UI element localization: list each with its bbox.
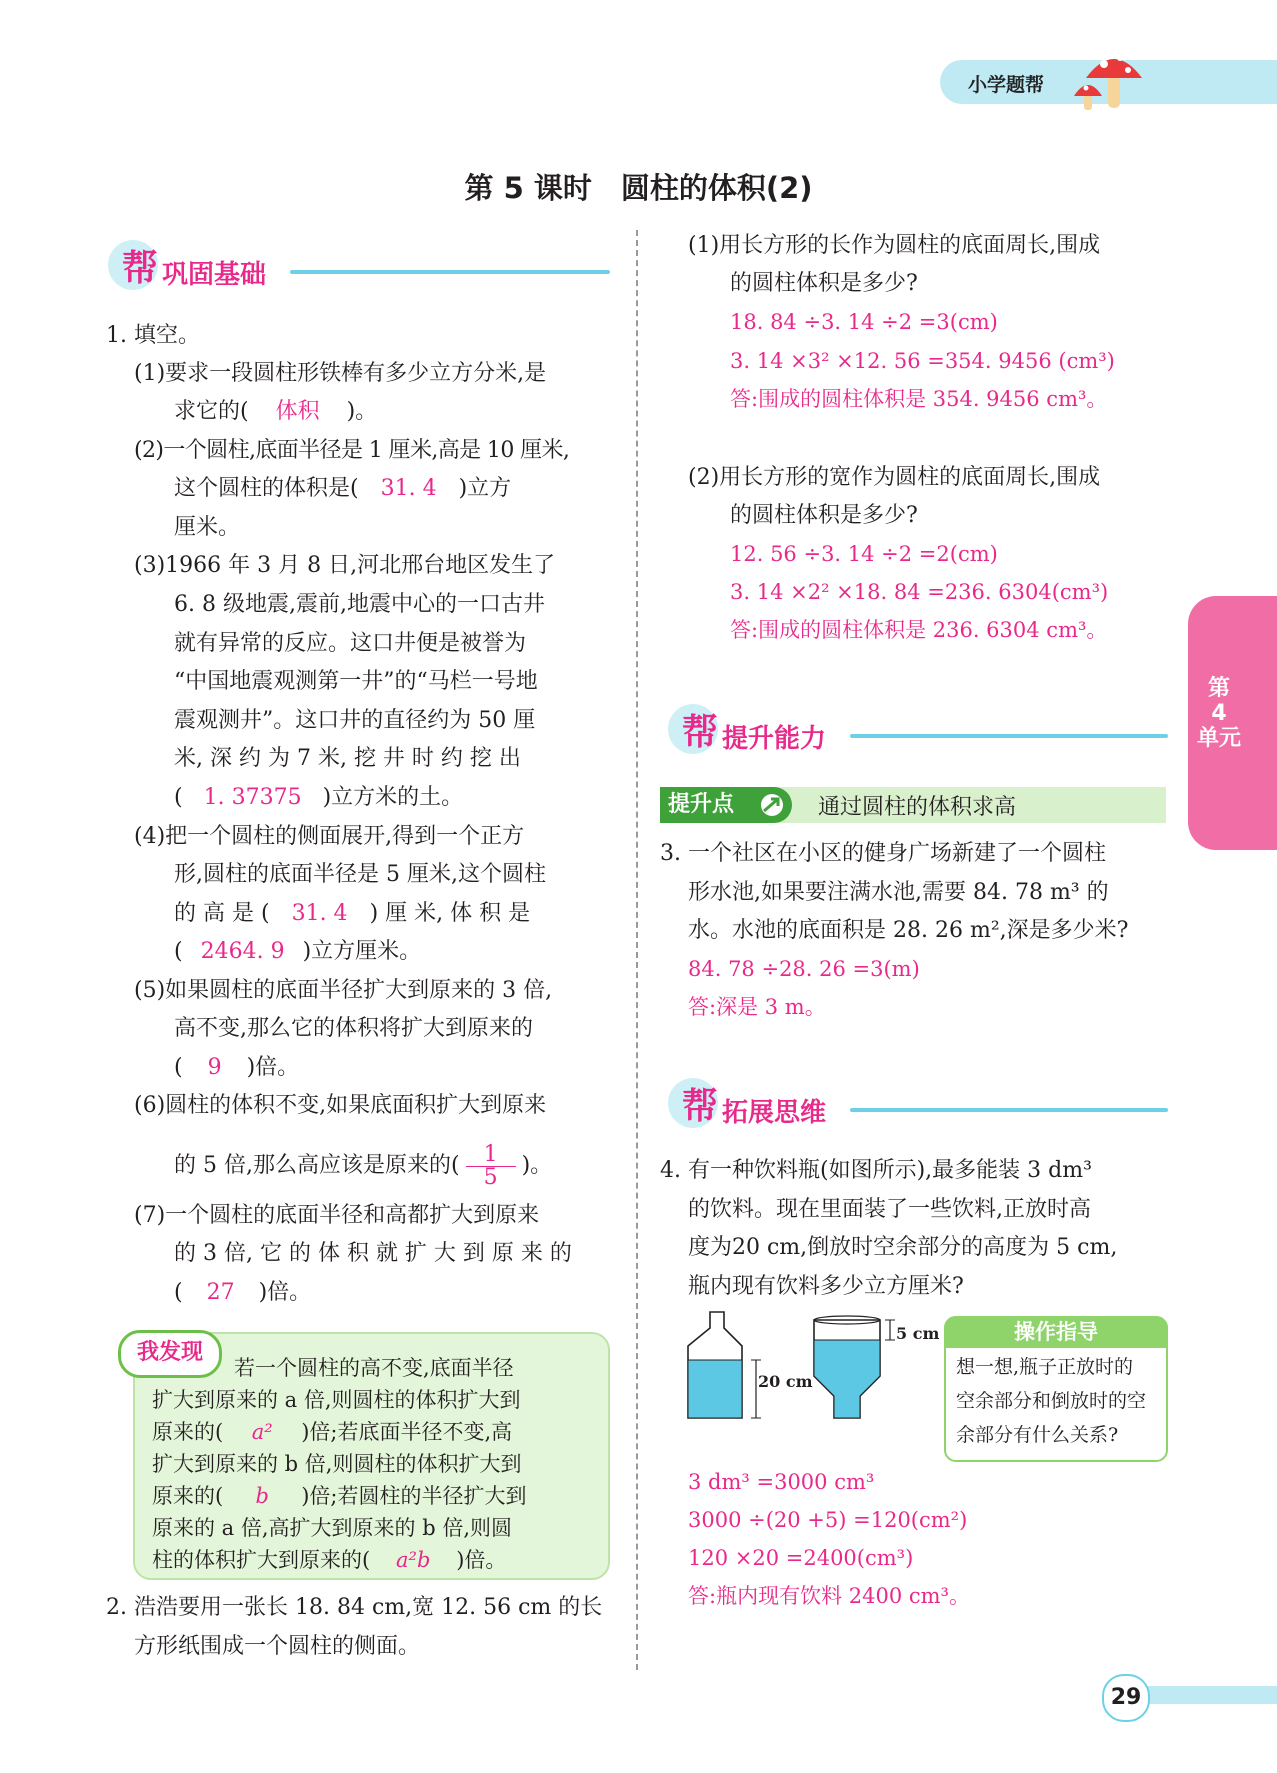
- mushroom-icon: [1074, 40, 1146, 112]
- q1-p5-l2: 高不变,那么它的体积将扩大到原来的: [174, 1016, 533, 1041]
- q2-s2-l2: 的圆柱体积是多少?: [730, 503, 918, 528]
- section-bang: 帮: [682, 1086, 719, 1127]
- answer-fraction: $\frac{1}{5}$: [466, 1144, 516, 1189]
- guide-l1: 想一想,瓶子正放时的: [956, 1356, 1134, 1378]
- q2-s2-a2: 3. 14 ×2² ×18. 84 =236. 6304(cm³): [730, 580, 1109, 604]
- q1-p3-l3: 就有异常的反应。这口井便是被誉为: [174, 631, 527, 656]
- page-title: 第 5 课时 圆柱的体积(2): [464, 171, 813, 205]
- q2-s1-a3: 答:围成的圆柱体积是 354. 9456 cm³。: [730, 387, 1108, 411]
- guide-l2: 空余部分和倒放时的空: [956, 1390, 1147, 1412]
- column-divider: [636, 230, 638, 1670]
- q1-p4-l1: (4)把一个圆柱的侧面展开,得到一个正方: [134, 824, 525, 849]
- answer: 31. 4: [380, 476, 437, 501]
- q2-s1-a2: 3. 14 ×3² ×12. 56 =354. 9456 (cm³): [730, 349, 1115, 373]
- guide-title: 操作指导: [944, 1316, 1168, 1348]
- q1-p2-l1: (2)一个圆柱,底面半径是 1 厘米,高是 10 厘米,: [134, 438, 570, 463]
- q1-intro: 1. 填空。: [106, 323, 200, 348]
- section-bang: 帮: [122, 248, 159, 289]
- disc-l6: 原来的 a 倍,高扩大到原来的 b 倍,则圆: [152, 1516, 513, 1540]
- q3-l3: 水。水池的底面积是 28. 26 m²,深是多少米?: [688, 918, 1129, 943]
- section-title-consolidate: 巩固基础: [162, 260, 267, 290]
- q1-p7-l1: (7)一个圆柱的底面半径和高都扩大到原来: [134, 1203, 540, 1228]
- disc-l3: 原来的( a² )倍;若底面半径不变,高: [152, 1420, 513, 1444]
- disc-l7: 柱的体积扩大到原来的( a²b )倍。: [152, 1548, 507, 1572]
- q1-p3-l1: (3)1966 年 3 月 8 日,河北邢台地区发生了: [134, 553, 556, 578]
- section-title-expand: 拓展思维: [722, 1098, 827, 1128]
- guide-l3: 余部分有什么关系?: [956, 1424, 1119, 1446]
- q4-l3: 度为20 cm,倒放时空余部分的高度为 5 cm,: [688, 1235, 1118, 1260]
- section-bang: 帮: [682, 712, 719, 753]
- answer: 1. 37375: [203, 785, 302, 810]
- unit-tab-label: 第 4 单元: [1196, 676, 1241, 751]
- q1-p3-l7: ( 1. 37375 )立方米的土。: [174, 785, 464, 810]
- q1-p5-l3: ( 9 )倍。: [174, 1055, 300, 1080]
- answer: 31. 4: [291, 901, 348, 926]
- improve-point-tag: 提升点: [660, 787, 792, 823]
- section-rule: [850, 1108, 1168, 1112]
- q1-p6-l1: (6)圆柱的体积不变,如果底面积扩大到原来: [134, 1093, 547, 1118]
- section-rule: [290, 270, 610, 274]
- q3-a1: 84. 78 ÷28. 26 =3(m): [688, 957, 920, 981]
- q1-p7-l2: 的 3 倍, 它 的 体 积 就 扩 大 到 原 来 的: [174, 1241, 572, 1266]
- q4-l2: 的饮料。现在里面装了一些饮料,正放时高: [688, 1197, 1091, 1222]
- section-title-improve: 提升能力: [722, 724, 827, 754]
- label-20cm: 20 cm: [758, 1372, 813, 1391]
- q3-l1: 3. 一个社区在小区的健身广场新建了一个圆柱: [660, 841, 1106, 866]
- q2-l2: 方形纸围成一个圆柱的侧面。: [134, 1634, 421, 1659]
- disc-l1: 若一个圆柱的高不变,底面半径: [234, 1356, 514, 1380]
- q1-p3-l5: 震观测井”。这口井的直径约为 50 厘: [174, 708, 536, 733]
- improve-point-text: 通过圆柱的体积求高: [818, 795, 1017, 820]
- q1-p2-l2: 这个圆柱的体积是( 31. 4 )立方: [174, 476, 512, 501]
- q4-a4: 答:瓶内现有饮料 2400 cm³。: [688, 1584, 970, 1608]
- q3-l2: 形水池,如果要注满水池,需要 84. 78 m³ 的: [688, 880, 1109, 905]
- brand-name: 小学题帮: [968, 74, 1045, 96]
- q1-p1-l1: (1)要求一段圆柱形铁棒有多少立方分米,是: [134, 361, 547, 386]
- q2-s2-a3: 答:围成的圆柱体积是 236. 6304 cm³。: [730, 618, 1108, 642]
- q2-l1: 2. 浩浩要用一张长 18. 84 cm,宽 12. 56 cm 的长: [106, 1595, 603, 1620]
- q2-s2-a1: 12. 56 ÷3. 14 ÷2 =2(cm): [730, 542, 998, 566]
- q2-s1-a1: 18. 84 ÷3. 14 ÷2 =3(cm): [730, 310, 998, 334]
- q2-s1-l1: (1)用长方形的长作为圆柱的底面周长,围成: [688, 233, 1101, 258]
- answer: 2464. 9: [200, 939, 285, 964]
- disc-l4: 扩大到原来的 b 倍,则圆柱的体积扩大到: [152, 1452, 522, 1476]
- q4-a3: 120 ×20 =2400(cm³): [688, 1546, 914, 1570]
- q1-p4-l4: ( 2464. 9 )立方厘米。: [174, 939, 422, 964]
- arrow-icon: [758, 792, 788, 818]
- answer: a²: [251, 1420, 273, 1444]
- q4-l4: 瓶内现有饮料多少立方厘米?: [688, 1274, 964, 1299]
- q1-p4-l2: 形,圆柱的底面半径是 5 厘米,这个圆柱: [174, 862, 546, 887]
- q3-a2: 答:深是 3 m。: [688, 995, 826, 1019]
- q1-p4-l3: 的 高 是 ( 31. 4 ) 厘 米, 体 积 是: [174, 901, 531, 926]
- q4-l1: 4. 有一种饮料瓶(如图所示),最多能装 3 dm³: [660, 1158, 1092, 1183]
- answer: b: [255, 1484, 269, 1508]
- answer: 9: [207, 1055, 222, 1080]
- q2-s1-l2: 的圆柱体积是多少?: [730, 271, 918, 296]
- discovery-tag: 我发现: [118, 1330, 222, 1378]
- disc-l2: 扩大到原来的 a 倍,则圆柱的体积扩大到: [152, 1388, 521, 1412]
- label-5cm: 5 cm: [896, 1324, 940, 1343]
- answer: a²b: [396, 1548, 431, 1572]
- q1-p5-l1: (5)如果圆柱的底面半径扩大到原来的 3 倍,: [134, 978, 553, 1003]
- q1-p2-l3: 厘米。: [174, 515, 241, 540]
- answer: 27: [206, 1280, 235, 1305]
- q1-p3-l2: 6. 8 级地震,震前,地震中心的一口古井: [174, 592, 545, 617]
- q1-p3-l6: 米, 深 约 为 7 米, 挖 井 时 约 挖 出: [174, 746, 521, 771]
- q1-p1-l2: 求它的( 体积 )。: [174, 399, 378, 424]
- answer: 体积: [275, 399, 320, 424]
- page-number: 29: [1102, 1674, 1150, 1722]
- q1-p7-l3: ( 27 )倍。: [174, 1280, 312, 1305]
- q4-a1: 3 dm³ =3000 cm³: [688, 1470, 875, 1494]
- q1-p6-l2: 的 5 倍,那么高应该是原来的( $\frac{1}{5}$ )。: [174, 1141, 553, 1190]
- disc-l5: 原来的( b )倍;若圆柱的半径扩大到: [152, 1484, 527, 1508]
- q1-p3-l4: “中国地震观测第一井”的“马栏一号地: [174, 669, 538, 694]
- q4-a2: 3000 ÷(20 +5) =120(cm²): [688, 1508, 968, 1532]
- q2-s2-l1: (2)用长方形的宽作为圆柱的底面周长,围成: [688, 465, 1101, 490]
- section-rule: [850, 734, 1168, 738]
